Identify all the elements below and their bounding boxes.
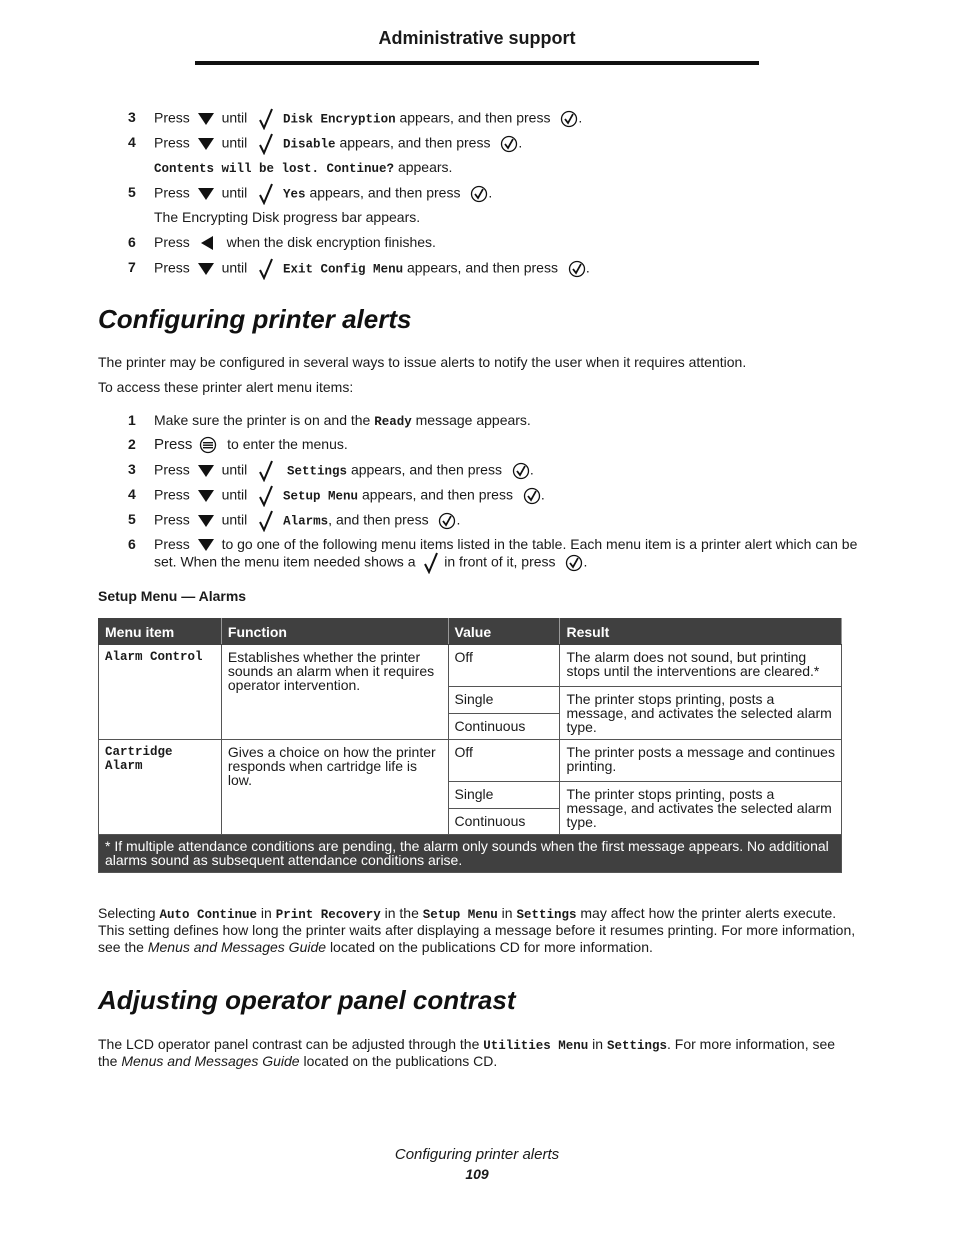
value-cell: Off: [448, 740, 560, 782]
step-text: appears, and then press: [339, 134, 491, 151]
menu-item-name: Yes: [283, 187, 306, 202]
select-button-icon: [523, 487, 541, 505]
text: located on the publications CD for more information.: [329, 939, 653, 955]
text: located on the publications CD.: [303, 1053, 498, 1069]
header-rule: [195, 61, 759, 65]
down-arrow-icon: [197, 464, 215, 478]
period: .: [456, 511, 461, 528]
step-text: until: [221, 184, 248, 201]
value-cell: Continuous: [448, 808, 560, 835]
column-header: Value: [448, 619, 560, 645]
section-heading: Configuring printer alerts: [98, 304, 412, 334]
step-text: to enter the menus.: [227, 436, 348, 452]
result-cell: The printer stops printing, posts a message, and activates the selected alarm type.: [560, 782, 842, 835]
checkmark-icon: [259, 460, 273, 482]
value-cell: Single: [448, 782, 560, 809]
table-header-row: [99, 619, 842, 645]
checkmark-icon: [259, 485, 273, 507]
column-header: Function: [221, 619, 448, 645]
step-number: 1: [128, 412, 136, 428]
menu-button-icon: [199, 436, 217, 454]
back-arrow-icon: [200, 235, 214, 251]
step-text: Press: [154, 436, 193, 453]
table-row: [99, 740, 842, 782]
result-cell: The printer stops printing, posts a message, and activates the selected alarm type.: [560, 687, 842, 740]
step-text: appears, and then press: [399, 109, 551, 126]
lcd-message: Ready: [374, 415, 412, 429]
down-arrow-icon: [197, 538, 215, 552]
column-header: Result: [560, 619, 842, 645]
down-arrow-icon: [197, 137, 215, 151]
text: in: [260, 905, 272, 921]
down-arrow-icon: [197, 187, 215, 201]
text: in the: [384, 905, 419, 921]
step-text: Press: [154, 134, 190, 151]
step-text: appears, and then press: [350, 461, 502, 478]
menu-item-name: Settings: [287, 464, 348, 479]
step-text: The Encrypting Disk progress bar appears.: [154, 209, 421, 225]
menu-item-name: Disk Encryption: [283, 112, 396, 127]
paragraph: The printer may be configured in several ways to issue alerts to notify the user when it requires attention.: [98, 354, 747, 370]
period: .: [529, 461, 534, 478]
down-arrow-icon: [197, 262, 215, 276]
value-cell: Continuous: [448, 713, 560, 740]
function-cell: Establishes whether the printer sounds an alarm when it requires operator intervention.: [221, 645, 448, 740]
result-cell: The printer posts a message and continues printing.: [560, 740, 842, 782]
guide-title: Menus and Messages Guide: [147, 939, 327, 955]
page-number: 109: [465, 1166, 489, 1182]
text: . For more information, see: [666, 1036, 836, 1052]
menu-setting-name: Settings: [516, 908, 577, 922]
checkmark-icon: [259, 133, 273, 155]
step-text: Press: [154, 109, 190, 126]
checkmark-icon: [259, 510, 273, 532]
text: Selecting: [98, 905, 156, 921]
step-number: 4: [128, 134, 136, 150]
step-text: appears.: [397, 159, 453, 175]
menu-item-name: Alarms: [283, 514, 329, 529]
step-number: 5: [128, 511, 136, 527]
step-text: Make sure the printer is on and the: [154, 412, 371, 428]
step-number: 7: [128, 259, 136, 275]
step-number: 3: [128, 461, 136, 477]
step-text: when the disk encryption finishes.: [226, 234, 436, 250]
step-text: appears, and then press: [406, 259, 558, 276]
menu-setting-name: Setup Menu: [422, 908, 498, 922]
menu-setting-name: Utilities Menu: [483, 1039, 589, 1053]
step-text: , and then press: [328, 511, 429, 528]
select-button-icon: [568, 260, 586, 278]
step-text: Press: [154, 461, 190, 478]
checkmark-icon: [259, 183, 273, 205]
menu-item-cell: Cartridge Alarm: [99, 740, 222, 835]
checkmark-icon: [259, 258, 273, 280]
step-number: 6: [128, 234, 136, 250]
result-cell: The alarm does not sound, but printing stops until the interventions are cleared.*: [560, 645, 842, 687]
period: .: [583, 553, 588, 570]
step-text: until: [221, 461, 248, 478]
down-arrow-icon: [197, 112, 215, 126]
step-number: 2: [128, 436, 136, 452]
table-footnote: * If multiple attendance conditions are pending, the alarm only sounds when the first message appears. No additional alarms sound as subsequent attendance conditions arise.: [99, 835, 842, 873]
paragraph-line: [98, 939, 653, 956]
menu-setting-name: Settings: [606, 1039, 667, 1053]
menu-item-name: Exit Config Menu: [283, 262, 404, 277]
text: in: [501, 905, 513, 921]
period: .: [540, 486, 545, 503]
select-button-icon: [560, 110, 578, 128]
step-text: message appears.: [415, 412, 531, 428]
step-text: in front of it, press: [444, 553, 556, 570]
select-button-icon: [500, 135, 518, 153]
footer-section-name: Configuring printer alerts: [394, 1146, 560, 1163]
step-text: Press: [154, 184, 190, 201]
section-heading: Adjusting operator panel contrast: [98, 985, 516, 1015]
step-text: until: [221, 511, 248, 528]
table-title: Setup Menu — Alarms: [98, 588, 247, 604]
step-text: Press: [154, 259, 190, 276]
period: .: [578, 109, 583, 126]
text: The LCD operator panel contrast can be adjusted through the: [98, 1036, 480, 1052]
menu-item-cell: Alarm Control: [99, 645, 222, 740]
lcd-message: Contents will be lost. Continue?: [154, 162, 395, 176]
function-cell: Gives a choice on how the printer responds when cartridge life is low.: [221, 740, 448, 835]
select-button-icon: [565, 554, 583, 572]
value-cell: Off: [448, 645, 560, 687]
step-text: until: [221, 259, 248, 276]
down-arrow-icon: [197, 514, 215, 528]
column-header: Menu item: [99, 619, 222, 645]
select-button-icon: [470, 185, 488, 203]
step-number: 4: [128, 486, 136, 502]
table-row: [99, 645, 842, 687]
period: .: [585, 259, 590, 276]
text: in: [592, 1036, 604, 1052]
step-text: Press: [154, 536, 190, 552]
down-arrow-icon: [197, 489, 215, 503]
step-text: Press: [154, 511, 190, 528]
paragraph: To access these printer alert menu items:: [98, 379, 354, 395]
menu-item-name: Setup Menu: [283, 489, 359, 504]
step-text: appears, and then press: [309, 184, 461, 201]
step-text: until: [221, 486, 248, 503]
step-text: appears, and then press: [361, 486, 513, 503]
text: see the: [98, 939, 144, 955]
menu-setting-name: Print Recovery: [275, 908, 381, 922]
checkmark-icon: [259, 108, 273, 130]
checkmark-icon: [424, 552, 438, 574]
step-number: 5: [128, 184, 136, 200]
paragraph-line: This setting defines how long the printer waits after displaying a message before it resumes printing. For more information,: [98, 922, 856, 938]
step-text: set. When the menu item needed shows a: [154, 553, 416, 570]
page-header-title: Administrative support: [378, 28, 576, 48]
select-button-icon: [512, 462, 530, 480]
alarms-table: [98, 618, 842, 873]
text: may affect how the printer alerts execute.: [580, 905, 837, 921]
step-text: to go one of the following menu items listed in the table. Each menu item is a printer alert which can be: [221, 536, 858, 552]
step-text: until: [221, 109, 248, 126]
table-footnote-row: [99, 835, 842, 873]
step-number: 6: [128, 536, 136, 552]
step-text: until: [221, 134, 248, 151]
menu-item-name: Disable: [283, 137, 336, 152]
step-number: 3: [128, 109, 136, 125]
paragraph-line: [98, 1053, 497, 1070]
period: .: [518, 134, 523, 151]
value-cell: Single: [448, 687, 560, 714]
text: the: [98, 1053, 118, 1069]
period: .: [488, 184, 493, 201]
step-text: Press: [154, 234, 190, 250]
step-text: Press: [154, 486, 190, 503]
select-button-icon: [438, 512, 456, 530]
menu-setting-name: Auto Continue: [159, 908, 258, 922]
guide-title: Menus and Messages Guide: [121, 1053, 300, 1069]
